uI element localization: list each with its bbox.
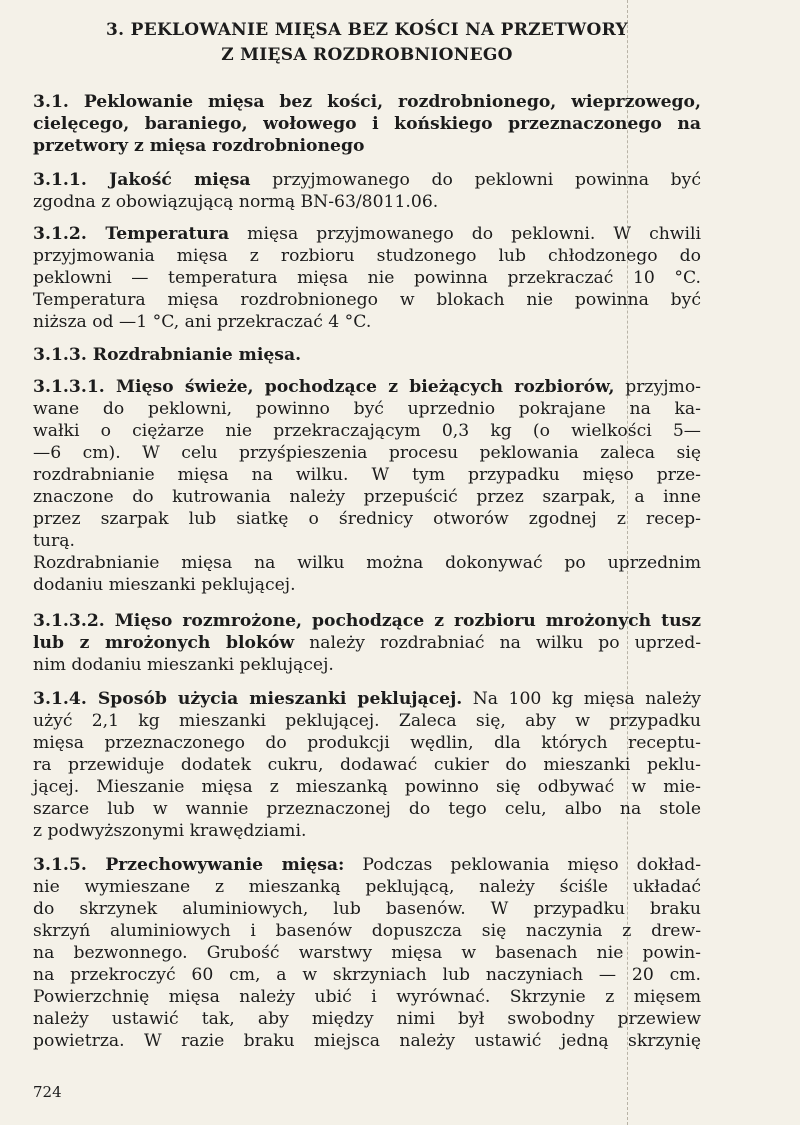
section-3-1-heading: cielęcego, baraniego, wołowego i końskiego przeznaczonego na	[33, 114, 701, 134]
chapter-title-line-1: 3. PEKLOWANIE MIĘSA BEZ KOŚCI NA PRZETWORY	[106, 20, 628, 40]
paragraph-line: Powierzchnię mięsa należy ubić i wyrównać. Skrzynie z mięsem	[33, 987, 701, 1007]
paragraph-line: zgodna z obowiązującą normą BN-63/8011.06.	[33, 192, 439, 212]
paragraph-text: przyjmo-	[625, 377, 701, 397]
section-3-1-3-heading: 3.1.3. Rozdrabnianie mięsa.	[33, 345, 302, 365]
paragraph-line: wałki o ciężarze nie przekraczającym 0,3 kg (o wielkości 5—	[33, 421, 701, 441]
paragraph-text: przyjmowanego do peklowni powinna być	[272, 170, 701, 190]
paragraph-line: na przekroczyć 60 cm, a w skrzyniach lub naczyniach — 20 cm.	[33, 965, 701, 985]
paragraph-line: rozdrabnianie mięsa na wilku. W tym przypadku mięso prze-	[33, 465, 701, 485]
section-3-1-heading: przetwory z mięsa rozdrobnionego	[33, 136, 365, 156]
paragraph-line: nie wymieszane z mieszanką peklującą, należy ściśle układać	[33, 877, 701, 897]
paragraph-line: powietrza. W razie braku miejsca należy ustawić jedną skrzynię	[33, 1031, 701, 1051]
paragraph-line: należy ustawić tak, aby między nimi był swobodny przewiew	[33, 1009, 701, 1029]
paragraph-line: niższa od —1 °C, ani przekraczać 4 °C.	[33, 312, 372, 332]
paragraph-line	[33, 170, 701, 190]
section-3-1-3-2-heading: lub z mrożonych bloków	[33, 633, 295, 653]
document-page	[33, 0, 701, 1125]
paragraph-line	[33, 224, 701, 244]
paragraph-line: skrzyń aluminiowych i basenów dopuszcza się naczynia z drew-	[33, 921, 701, 941]
paragraph-line: wane do peklowni, powinno być uprzednio pokrajane na ka-	[33, 399, 701, 419]
paragraph-line: z podwyższonymi krawędziami.	[33, 821, 307, 841]
paragraph-line: znaczone do kutrowania należy przepuścić przez szarpak, a inne	[33, 487, 701, 507]
paragraph-text: należy rozdrabniać na wilku po uprzed-	[309, 633, 701, 653]
paragraph-line: do skrzynek aluminiowych, lub basenów. W przypadku braku	[33, 899, 701, 919]
paragraph-line: dodaniu mieszanki peklującej.	[33, 575, 296, 595]
paragraph-line	[33, 377, 701, 397]
paragraph-line: szarce lub w wannie przeznaczonej do tego celu, albo na stole	[33, 799, 701, 819]
paragraph-line: użyć 2,1 kg mieszanki peklującej. Zaleca się, aby w przypadku	[33, 711, 701, 731]
section-3-1-5-heading: 3.1.5. Przechowywanie mięsa:	[33, 855, 345, 875]
section-3-1-2-heading: 3.1.2. Temperatura	[33, 224, 230, 244]
paragraph-line	[33, 689, 701, 709]
section-3-1-3-2-heading: 3.1.3.2. Mięso rozmrożone, pochodzące z rozbioru mrożonych tusz	[33, 611, 701, 631]
paragraph-text: mięsa przyjmowanego do peklowni. W chwili	[247, 224, 701, 244]
paragraph-line: przyjmowania mięsa z rozbioru studzonego lub chłodzonego do	[33, 246, 701, 266]
page-number: 724	[33, 1083, 62, 1101]
paragraph-line: jącej. Mieszanie mięsa z mieszanką powinno się odbywać w mie-	[33, 777, 701, 797]
paragraph-line	[33, 633, 701, 653]
chapter-title-line-2: Z MIĘSA ROZDROBNIONEGO	[221, 45, 513, 65]
paragraph-line	[33, 855, 701, 875]
paragraph-line: przez szarpak lub siatkę o średnicy otworów zgodnej z recep-	[33, 509, 701, 529]
paragraph-text: Na 100 kg mięsa należy	[472, 689, 701, 709]
paragraph-line: mięsa przeznaczonego do produkcji wędlin, dla których receptu-	[33, 733, 701, 753]
paragraph-line: nim dodaniu mieszanki peklującej.	[33, 655, 334, 675]
paragraph-line: turą.	[33, 531, 75, 551]
section-3-1-3-1-heading: 3.1.3.1. Mięso świeże, pochodzące z bieżących rozbiorów,	[33, 377, 615, 397]
section-3-1-heading: 3.1. Peklowanie mięsa bez kości, rozdrobnionego, wieprzowego,	[33, 92, 701, 112]
section-3-1-1-heading: 3.1.1. Jakość mięsa	[33, 170, 251, 190]
paragraph-line: Rozdrabnianie mięsa na wilku można dokonywać po uprzednim	[33, 553, 701, 573]
paragraph-line: na bezwonnego. Grubość warstwy mięsa w basenach nie powin-	[33, 943, 701, 963]
paragraph-line: peklowni — temperatura mięsa nie powinna przekraczać 10 °C.	[33, 268, 701, 288]
paragraph-text: Podczas peklowania mięso dokład-	[362, 855, 702, 875]
paragraph-line: ra przewiduje dodatek cukru, dodawać cukier do mieszanki peklu-	[33, 755, 701, 775]
section-3-1-4-heading: 3.1.4. Sposób użycia mieszanki peklującej.	[33, 689, 463, 709]
paragraph-line: Temperatura mięsa rozdrobnionego w blokach nie powinna być	[33, 290, 701, 310]
paragraph-line: —6 cm). W celu przyśpieszenia procesu peklowania zaleca się	[33, 443, 701, 463]
